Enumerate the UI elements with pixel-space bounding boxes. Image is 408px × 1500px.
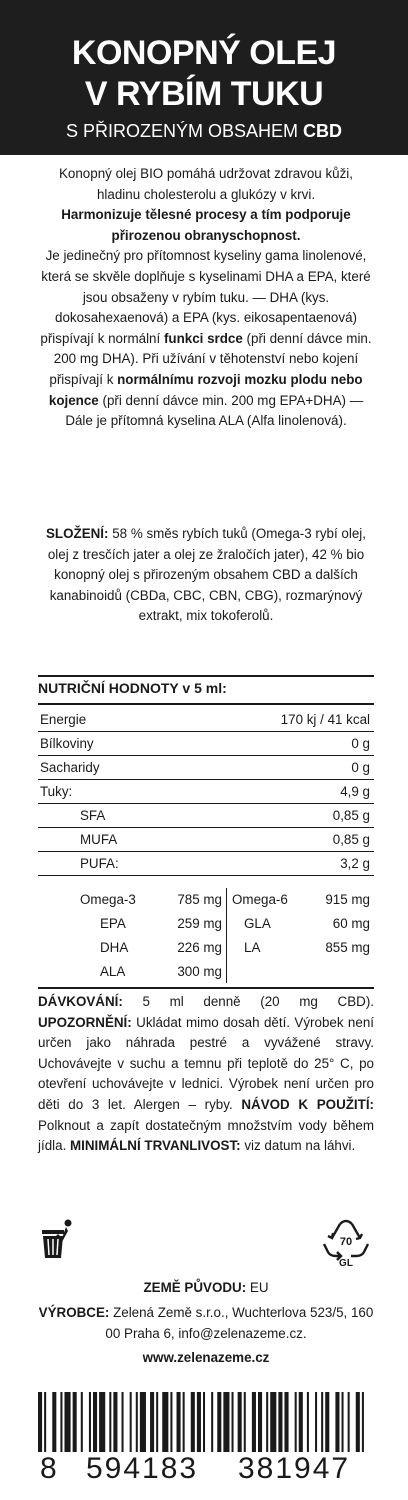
barcode-bar	[325, 1392, 329, 1452]
dosage-label: DÁVKOVÁNÍ:	[38, 994, 123, 1009]
barcode-bar	[60, 1392, 62, 1452]
barcode-bar	[177, 1392, 181, 1452]
table-row: Tuky: 4,9 g	[38, 780, 374, 804]
barcode-bar	[270, 1392, 276, 1452]
table-row: Bílkoviny 0 g	[38, 732, 374, 756]
composition-text: 58 % směs rybích tuků (Omega-3 rybí olej, olej z tresčích jater a olej ze žraločích jater), 42 % bio konopný olej s přirozeným obsahem CBD a dalších kanabinoidů (CBDa, CBC, CBN, CBG), rozmarýnový extrakt, mix tokoferolů.	[47, 526, 366, 624]
barcode	[38, 1392, 368, 1452]
composition	[38, 524, 374, 627]
barcode-bar	[348, 1392, 350, 1452]
barcode-bar	[266, 1392, 268, 1452]
column-divider	[226, 888, 227, 983]
barcode-bar	[89, 1392, 91, 1452]
barcode-bar	[156, 1392, 158, 1452]
barcode-bar	[44, 1392, 46, 1452]
table-row: Sacharidy 0 g	[38, 756, 374, 780]
intro-p1: Konopný olej BIO pomáhá udržovat zdravou kůži, hladinu cholesterolu a glukózy v krvi.	[58, 166, 354, 202]
barcode-bar	[223, 1392, 229, 1452]
barcode-bar	[284, 1392, 288, 1452]
barcode-bar	[238, 1392, 242, 1452]
intro-p2: Harmonizuje tělesné procesy a tím podporuje přirozenou obranyschopnost.	[61, 207, 351, 243]
warning-label: UPOZORNĚNÍ:	[38, 1014, 132, 1030]
divider	[38, 703, 374, 705]
barcode-bar	[38, 1392, 42, 1452]
barcode-bar	[93, 1392, 97, 1452]
barcode-digit-first: 8	[40, 1452, 59, 1485]
barcode-bar	[109, 1392, 111, 1452]
nutrition-table	[38, 708, 374, 876]
barcode-bar	[356, 1392, 360, 1452]
nutrition-title: NUTRIČNÍ HODNOTY v 5 ml:	[38, 680, 227, 696]
origin	[38, 1278, 374, 1299]
shelf-life-label: MINIMÁLNÍ TRVANLIVOST:	[70, 1138, 241, 1154]
barcode-bar	[295, 1392, 297, 1452]
barcode-bar	[335, 1392, 339, 1452]
composition-label: SLOŽENÍ:	[46, 526, 109, 541]
producer	[38, 1303, 374, 1369]
table-row: Energie 170 kj / 41 kcal	[38, 708, 374, 732]
barcode-bar	[113, 1392, 117, 1452]
barcode-bar	[52, 1392, 56, 1452]
product-subtitle: S PŘIROZENÝM OBSAHEM CBD	[65, 121, 343, 141]
intro-p3: Je jedinečný pro přítomnost kyseliny gama linolenové, která se skvěle doplňuje s kyselinami DHA a EPA, které jsou obsaženy v rybím tuku. — DHA (kys. dokosahexaenová) a EPA (kys. eikosapentaenová) přispívají k normální funkci srdce (při denní dávce min. 200 mg DHA). Při užívání v těhotenství nebo kojení přispívají k normálnímu rozvoji mozku plodu nebo kojence (při denní dávce min. 200 mg EPA+DHA) — Dále je přítomná kyselina ALA (Alfa linolenová).	[40, 248, 372, 429]
fatty-acids-table: Omega-3 785 mg EPA 259 mg DHA 226 mg ALA 300 mg Omega-6 915 mg GLA 60 mg LA 855 mg	[38, 888, 374, 983]
barcode-bar	[258, 1392, 262, 1452]
website: www.zelenazeme.cz	[142, 1350, 270, 1366]
product-header	[0, 0, 408, 155]
barcode-bar	[278, 1392, 282, 1452]
barcode-bar	[211, 1392, 213, 1452]
barcode-bar	[73, 1392, 77, 1452]
producer-text: Zelená Země s.r.o., Wuchterlova 523/5, 160 00 Praha 6, info@zelenazeme.cz.	[105, 1305, 374, 1341]
barcode-bar	[140, 1392, 146, 1452]
barcode-bar	[197, 1392, 201, 1452]
barcode-bar	[150, 1392, 154, 1452]
barcode-bar	[130, 1392, 132, 1452]
barcode-digits-right: 381947	[238, 1452, 351, 1485]
barcode-bar	[122, 1392, 124, 1452]
barcode-bar	[299, 1392, 303, 1452]
barcode-bar	[342, 1392, 344, 1452]
usage-text: DÁVKOVÁNÍ: 5 ml denně (20 mg CBD). UPOZORNĚNÍ: Ukládat mimo dosah dětí. Výrobek není určen jako náhrada pestré a vyvážené stravy. Uchovávejte v suchu a temnu při teplotě do 25° C, po otevření uchovávejte v lednici. Výrobek není určen pro děti do 3 let. Alergen – ryby. NÁVOD K POUŽITÍ: Polknout a zapít dostatečným množstvím vody během jídla. MINIMÁLNÍ TRVANLIVOST: viz datum na láhvi.	[38, 994, 374, 1154]
barcode-bar	[99, 1392, 105, 1452]
table-row: PUFA: 3,2 g	[38, 852, 374, 876]
barcode-bar	[64, 1392, 70, 1452]
barcode-bar	[252, 1392, 256, 1452]
product-title-line2: V RYBÍM TUKU	[84, 75, 324, 113]
instructions-label: NÁVOD K POUŽITÍ:	[241, 1096, 374, 1112]
recycle-code: GL	[339, 1258, 353, 1268]
origin-label: ZEMĚ PŮVODU:	[143, 1280, 247, 1295]
recycle-number: 70	[339, 1236, 353, 1248]
divider	[38, 675, 374, 677]
barcode-bar	[321, 1392, 323, 1452]
barcode-bar	[244, 1392, 246, 1452]
barcode-bar	[203, 1392, 205, 1452]
producer-label: VÝROBCE:	[38, 1305, 110, 1320]
barcode-bar	[162, 1392, 168, 1452]
barcode-bar	[170, 1392, 172, 1452]
product-title-line1: KONOPNÝ OLEJ	[71, 34, 337, 72]
divider	[38, 987, 374, 989]
barcode-bar	[81, 1392, 83, 1452]
barcode-digits-left: 594183	[86, 1452, 199, 1485]
barcode-bar	[217, 1392, 221, 1452]
table-row: SFA 0,85 g	[38, 804, 374, 828]
barcode-bar	[362, 1392, 364, 1452]
trash-bin-person-icon	[40, 1218, 74, 1260]
table-row: MUFA 0,85 g	[38, 828, 374, 852]
barcode-bar	[232, 1392, 234, 1452]
barcode-bar	[191, 1392, 195, 1452]
intro-text	[38, 164, 374, 432]
glass-recycling-icon	[318, 1218, 374, 1268]
barcode-bar	[183, 1392, 185, 1452]
barcode-bar	[315, 1392, 317, 1452]
barcode-bar	[136, 1392, 138, 1452]
origin-value: EU	[246, 1280, 269, 1295]
barcode-bar	[307, 1392, 309, 1452]
